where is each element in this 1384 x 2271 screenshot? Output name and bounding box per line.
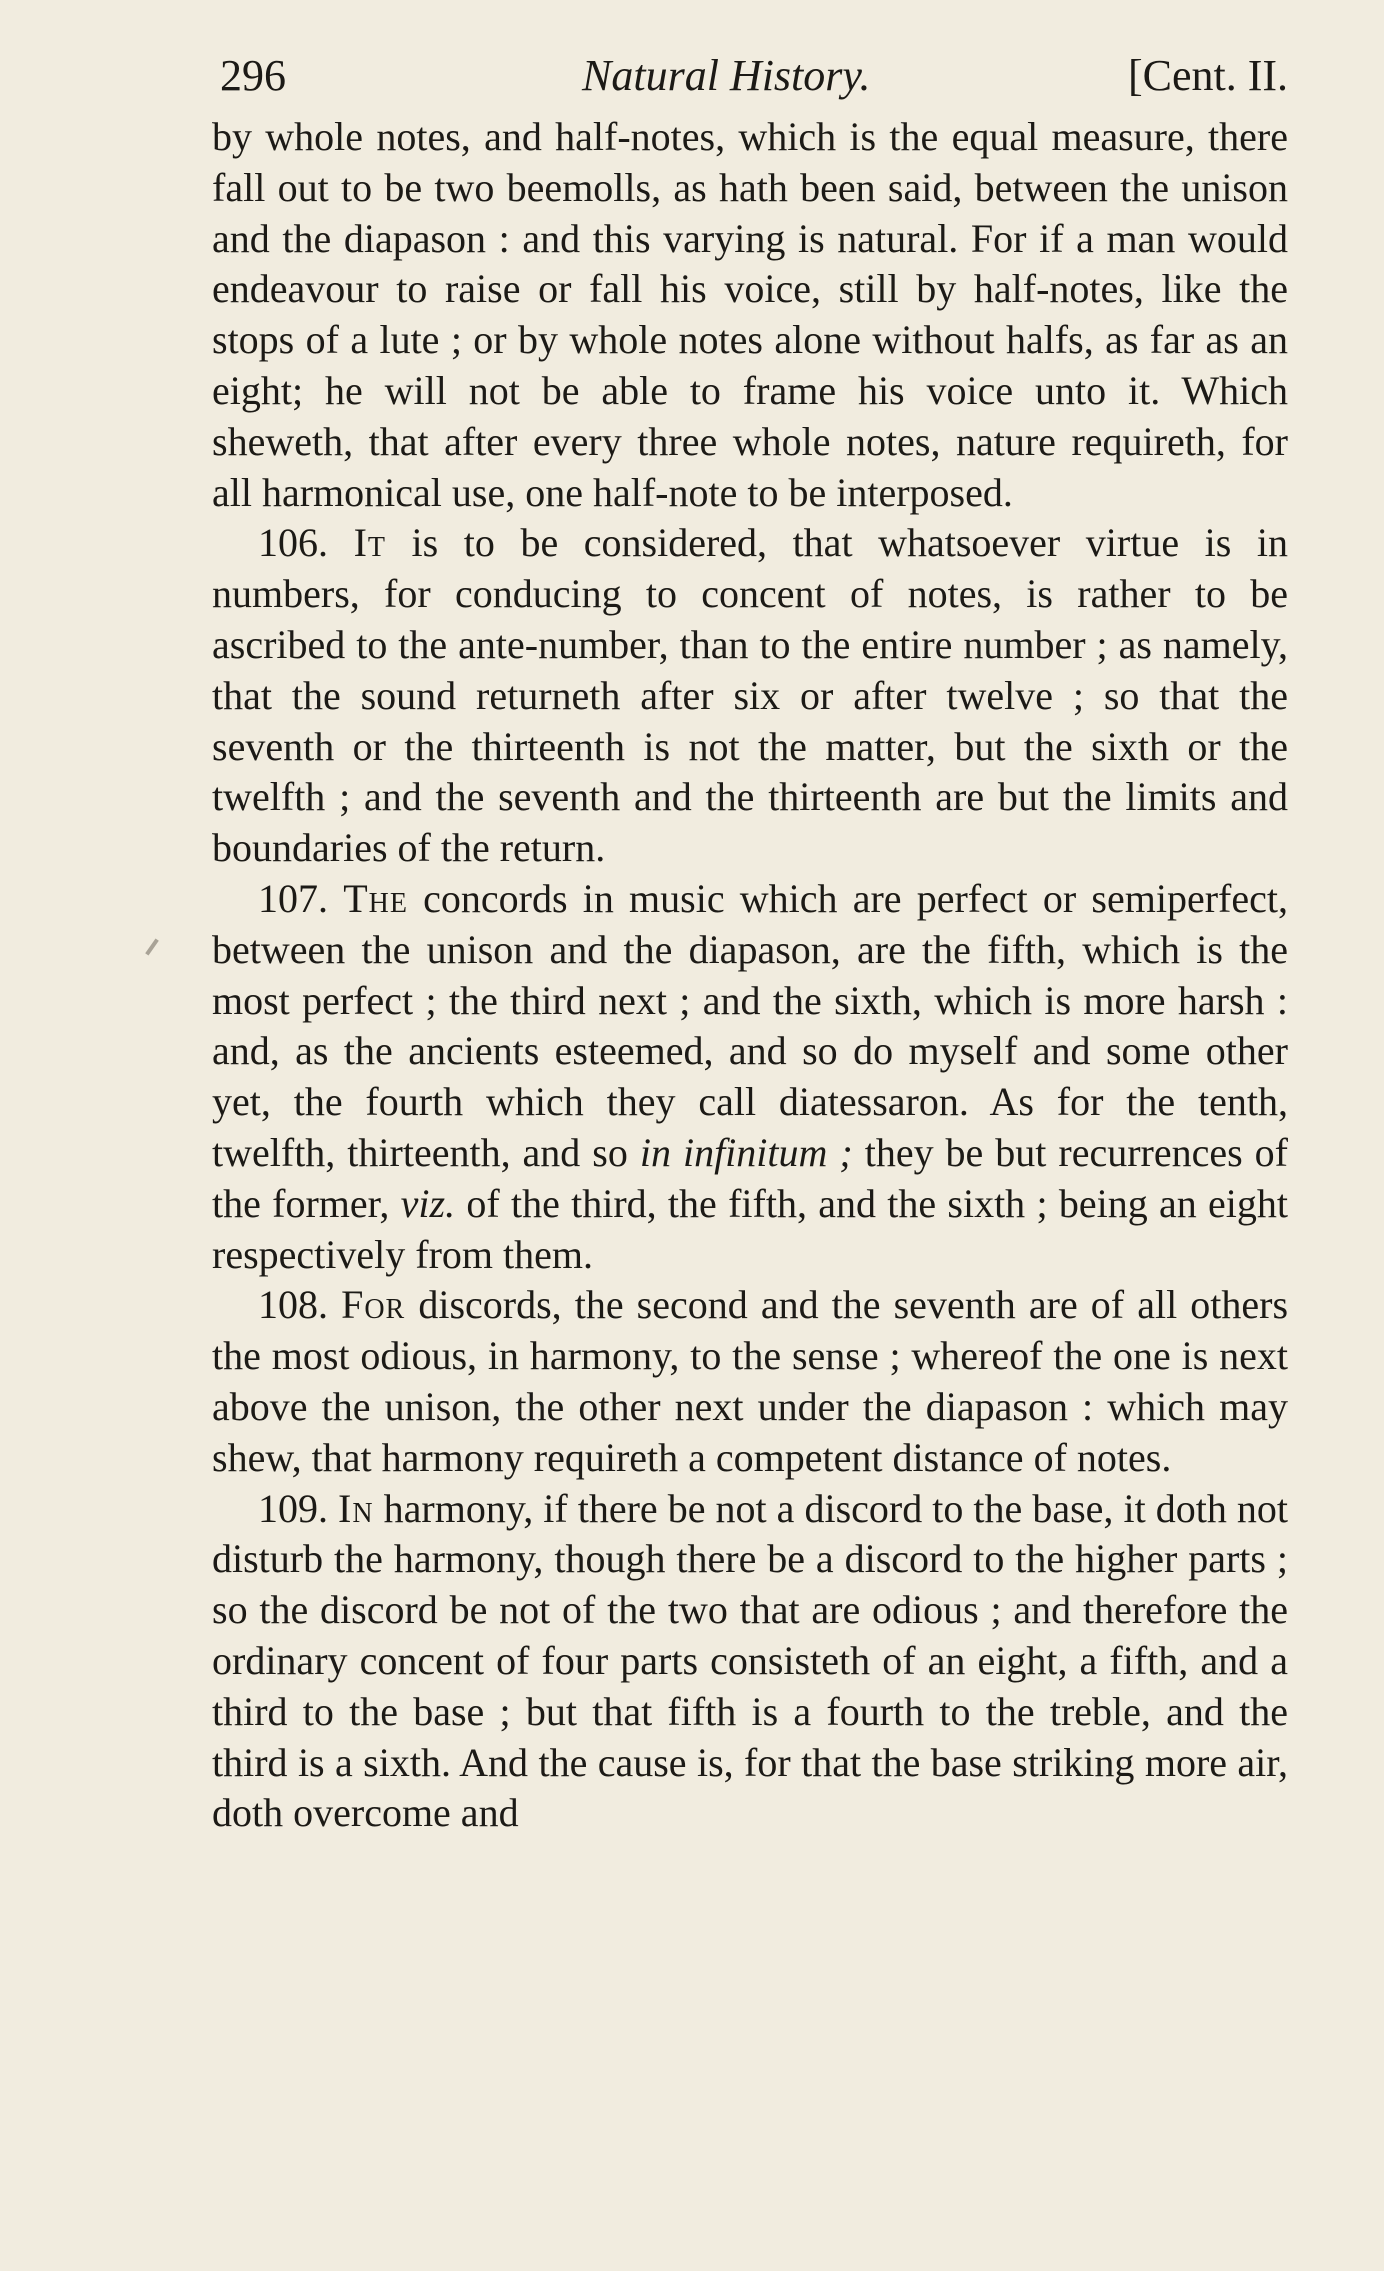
- paragraph-text: of the third, the fifth, and the sixth ; being an eight respectively from them.: [212, 1180, 1288, 1277]
- italic-phrase: in infinitum ;: [639, 1129, 853, 1175]
- running-header: [212, 44, 1288, 108]
- paragraph-text: harmony, if there be not a discord to the base, it doth not disturb the harmony, though there be a discord to the higher parts ; so the discord be not of the two that are odious ; and therefore the ordinary concent of four parts consisteth of an eight, a fifth, and a third to the base ; but that fifth is a fourth to the treble, and the third is a sixth. And the cause is, for that the base striking more air, doth overcome and: [212, 1485, 1288, 1836]
- running-title: Natural History.: [582, 51, 871, 100]
- paragraph-108: [212, 1280, 1288, 1483]
- paragraph-text: they be but recurrences of the former,: [212, 1129, 1288, 1226]
- paragraph-lead-word: In: [338, 1485, 374, 1531]
- paragraph-number: 109.: [258, 1485, 328, 1531]
- paragraph-109: [212, 1484, 1288, 1840]
- margin-pencil-mark: [145, 938, 159, 955]
- paragraph-107: [212, 874, 1288, 1280]
- paragraph-text: is to be considered, that whatsoever virtue is in numbers, for conducing to concent of notes, is rather to be ascribed to the ante-number, than to the entire number ; as namely, that the sound returneth after six or after twelve ; so that the seventh or the thirteenth is not the matter, but the sixth or the twelfth ; and the seventh and the thirteenth are but the limits and boundaries of the return.: [212, 520, 1289, 871]
- book-page: [212, 44, 1288, 1839]
- paragraph-continued: [212, 112, 1288, 518]
- paragraph-lead-word: The: [343, 875, 408, 921]
- paragraph-text: concords in music which are perfect or semiperfect, between the unison and the diapason, are the fifth, which is the most perfect ; the third next ; and the sixth, which is more harsh : and, as the ancients esteemed, and so do myself and some other yet, the fourth which they call diatessaron. As for the tenth, twelfth, thirteenth, and so: [212, 875, 1288, 1175]
- italic-abbreviation: viz.: [400, 1180, 456, 1226]
- page-number: 296: [220, 51, 286, 100]
- paragraph-number: 106.: [258, 520, 328, 566]
- paragraph-text: discords, the second and the seventh are of all others the most odious, in harmony, to the sense ; whereof the one is next above the unison, the other next under the diapason : which may shew, that harmony requireth a competent distance of notes.: [212, 1282, 1289, 1480]
- paragraph-lead-word: For: [341, 1282, 406, 1328]
- paragraph-lead-word: It: [353, 520, 386, 566]
- page-body: [212, 112, 1288, 1839]
- paragraph-number: 108.: [258, 1282, 328, 1328]
- paragraph-number: 107.: [258, 875, 328, 921]
- section-label: [Cent. II.: [1127, 51, 1288, 100]
- paragraph-106: [212, 518, 1288, 874]
- paragraph-text: by whole notes, and half-notes, which is the equal measure, there fall out to be two beemolls, as hath been said, between the unison and the diapason : and this varying is natural. For if a man would endeavour to raise or fall his voice, still by half-notes, like the stops of a lute ; or by whole notes alone without halfs, as far as an eight; he will not be able to frame his voice unto it. Which sheweth, that after every three whole notes, nature requireth, for all harmonical use, one half-note to be interposed.: [212, 114, 1288, 515]
